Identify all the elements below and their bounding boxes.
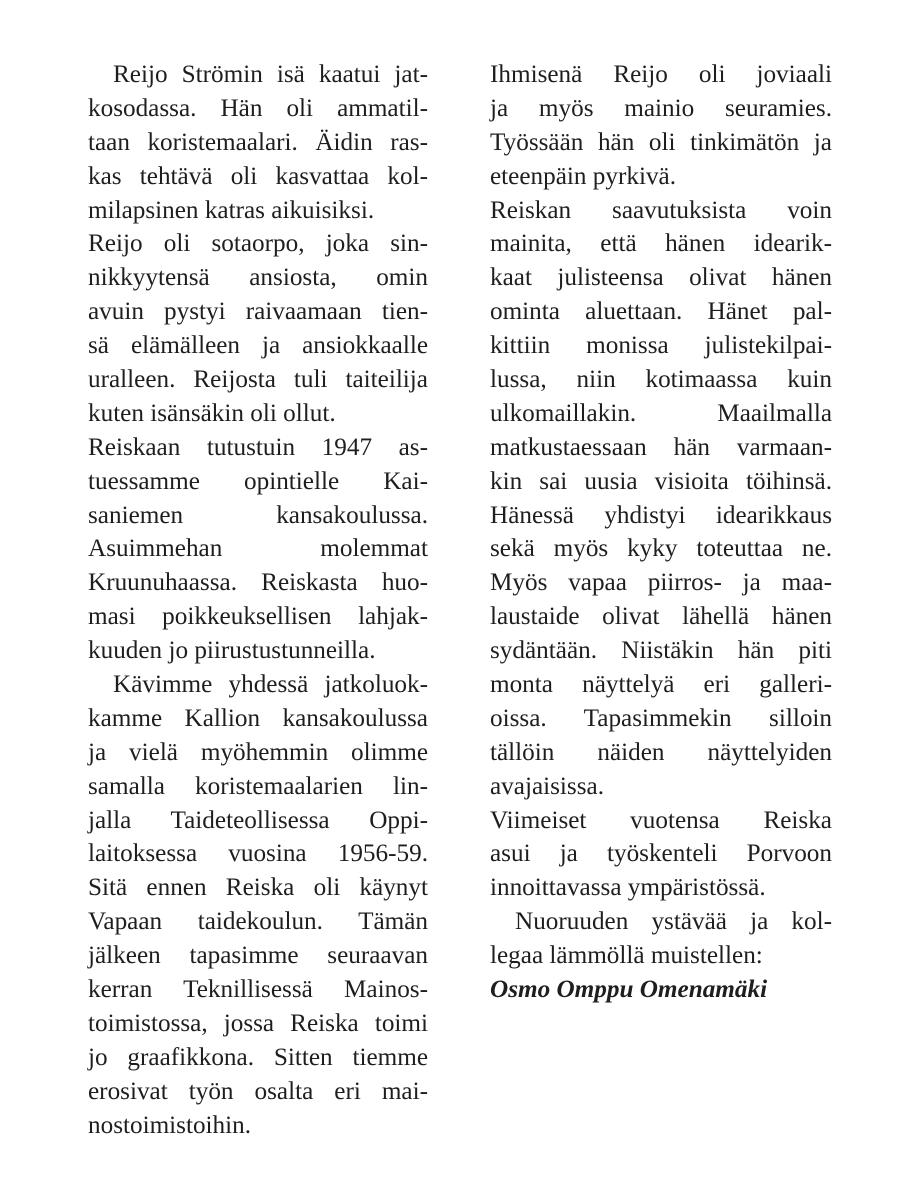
text-line: kin sai uusia visioita töihinsä. <box>490 467 832 495</box>
text-line: avuin pystyi raivaamaan tien- <box>88 298 428 326</box>
text-line: avajaisissa. <box>490 772 605 800</box>
text-line: Reiskan saavutuksista voin <box>490 196 832 224</box>
text-line: kas tehtävä oli kasvattaa kol- <box>88 162 428 190</box>
text-line: kittiin monissa julistekilpai- <box>490 332 832 360</box>
paragraph <box>490 58 832 194</box>
text-line: matkustaessaan hän varmaan- <box>490 433 832 461</box>
left-column <box>88 58 428 1143</box>
text-line: jalla Taideteollisessa Oppi- <box>88 806 428 834</box>
text-line: Ihmisenä Reijo oli joviaali <box>490 61 832 88</box>
text-line: ja vielä myöhemmin olimme <box>88 738 428 766</box>
text-line: innoittavassa ympäristössä. <box>490 874 766 902</box>
text-line: kosodassa. Hän oli ammatil- <box>88 94 428 122</box>
text-line: jo graafikkona. Sitten tiemme <box>88 1043 428 1071</box>
text-line: oissa. Tapasimmekin silloin <box>490 704 832 732</box>
text-line: Reiskaan tutustuin 1947 as- <box>88 433 428 461</box>
text-line: kuten isänsäkin oli ollut. <box>88 399 336 427</box>
author-signature: Osmo Omppu Omenamäki <box>490 976 768 1004</box>
text-line: kerran Teknillisessä Mainos- <box>88 976 428 1004</box>
text-line: Reijo oli sotaorpo, joka sin- <box>88 230 428 258</box>
text-line: Työssään hän oli tinkimätön ja <box>490 128 832 156</box>
paragraph <box>88 431 428 668</box>
paragraph <box>88 227 428 430</box>
paragraph <box>490 194 832 804</box>
text-line: Nuoruuden ystävää ja kol- <box>515 908 832 936</box>
text-line: Kävimme yhdessä jatkoluok- <box>113 671 428 699</box>
text-line: samalla koristemaalarien lin- <box>88 772 428 800</box>
text-line: saniemen kansakoulussa. <box>88 501 428 529</box>
text-line: erosivat työn osalta eri mai- <box>88 1077 428 1105</box>
text-line: ulkomaillakin. Maailmalla <box>490 399 832 427</box>
text-line: taan koristemaalari. Äidin ras- <box>88 128 428 156</box>
text-line: uralleen. Reijosta tuli taiteilija <box>88 366 428 394</box>
text-line: nostoimistoihin. <box>88 1111 252 1139</box>
text-line: kamme Kallion kansakoulussa <box>88 704 428 732</box>
text-line: asui ja työskenteli Porvoon <box>490 840 832 868</box>
text-line: tällöin näiden näyttelyiden <box>490 738 832 766</box>
text-line: eteenpäin pyrkivä. <box>490 162 677 190</box>
paragraph <box>88 58 428 227</box>
paragraph <box>490 905 832 973</box>
text-line: kuuden jo piirustustunneilla. <box>88 637 376 665</box>
text-line: tuessamme opintielle Kai- <box>88 467 428 495</box>
text-line: masi poikkeuksellisen lahjak- <box>88 603 428 631</box>
text-line: legaa lämmöllä muistellen: <box>490 942 763 970</box>
text-line: Vapaan taidekoulun. Tämän <box>88 908 428 936</box>
text-line: Reijo Strömin isä kaatui jat- <box>113 61 428 88</box>
paragraph <box>88 668 428 1142</box>
text-line: toimistossa, jossa Reiska toimi <box>88 1009 428 1037</box>
text-line: sä elämälleen ja ansiokkaalle <box>88 332 428 360</box>
text-line: laitoksessa vuosina 1956-59. <box>88 840 428 868</box>
text-line: ominta aluettaan. Hänet pal- <box>490 298 832 326</box>
text-line: Sitä ennen Reiska oli käynyt <box>88 874 428 902</box>
text-line: Myös vapaa piirros- ja maa- <box>490 569 832 597</box>
text-line: monta näyttelyä eri galleri- <box>490 671 832 699</box>
text-line: Hänessä yhdistyi idearikkaus <box>490 501 832 529</box>
text-line: Viimeiset vuotensa Reiska <box>490 806 832 834</box>
paragraph <box>490 804 832 906</box>
text-line: kaat julisteensa olivat hänen <box>490 264 832 292</box>
right-column <box>490 58 832 1007</box>
text-line: Kruunuhaassa. Reiskasta huo- <box>88 569 428 597</box>
text-line: sydäntään. Niistäkin hän piti <box>490 637 832 665</box>
text-line: mainita, että hänen idearik- <box>490 230 832 258</box>
text-line: ja myös mainio seuramies. <box>490 94 832 122</box>
text-line: milapsinen katras aikuisiksi. <box>88 196 375 224</box>
text-line: nikkyytensä ansiosta, omin <box>88 264 428 292</box>
text-line: laustaide olivat lähellä hänen <box>490 603 832 631</box>
text-line: lussa, niin kotimaassa kuin <box>490 366 832 394</box>
text-line: sekä myös kyky toteuttaa ne. <box>490 535 832 563</box>
text-line: Asuimmehan molemmat <box>88 535 428 563</box>
text-line: jälkeen tapasimme seuraavan <box>88 942 428 970</box>
